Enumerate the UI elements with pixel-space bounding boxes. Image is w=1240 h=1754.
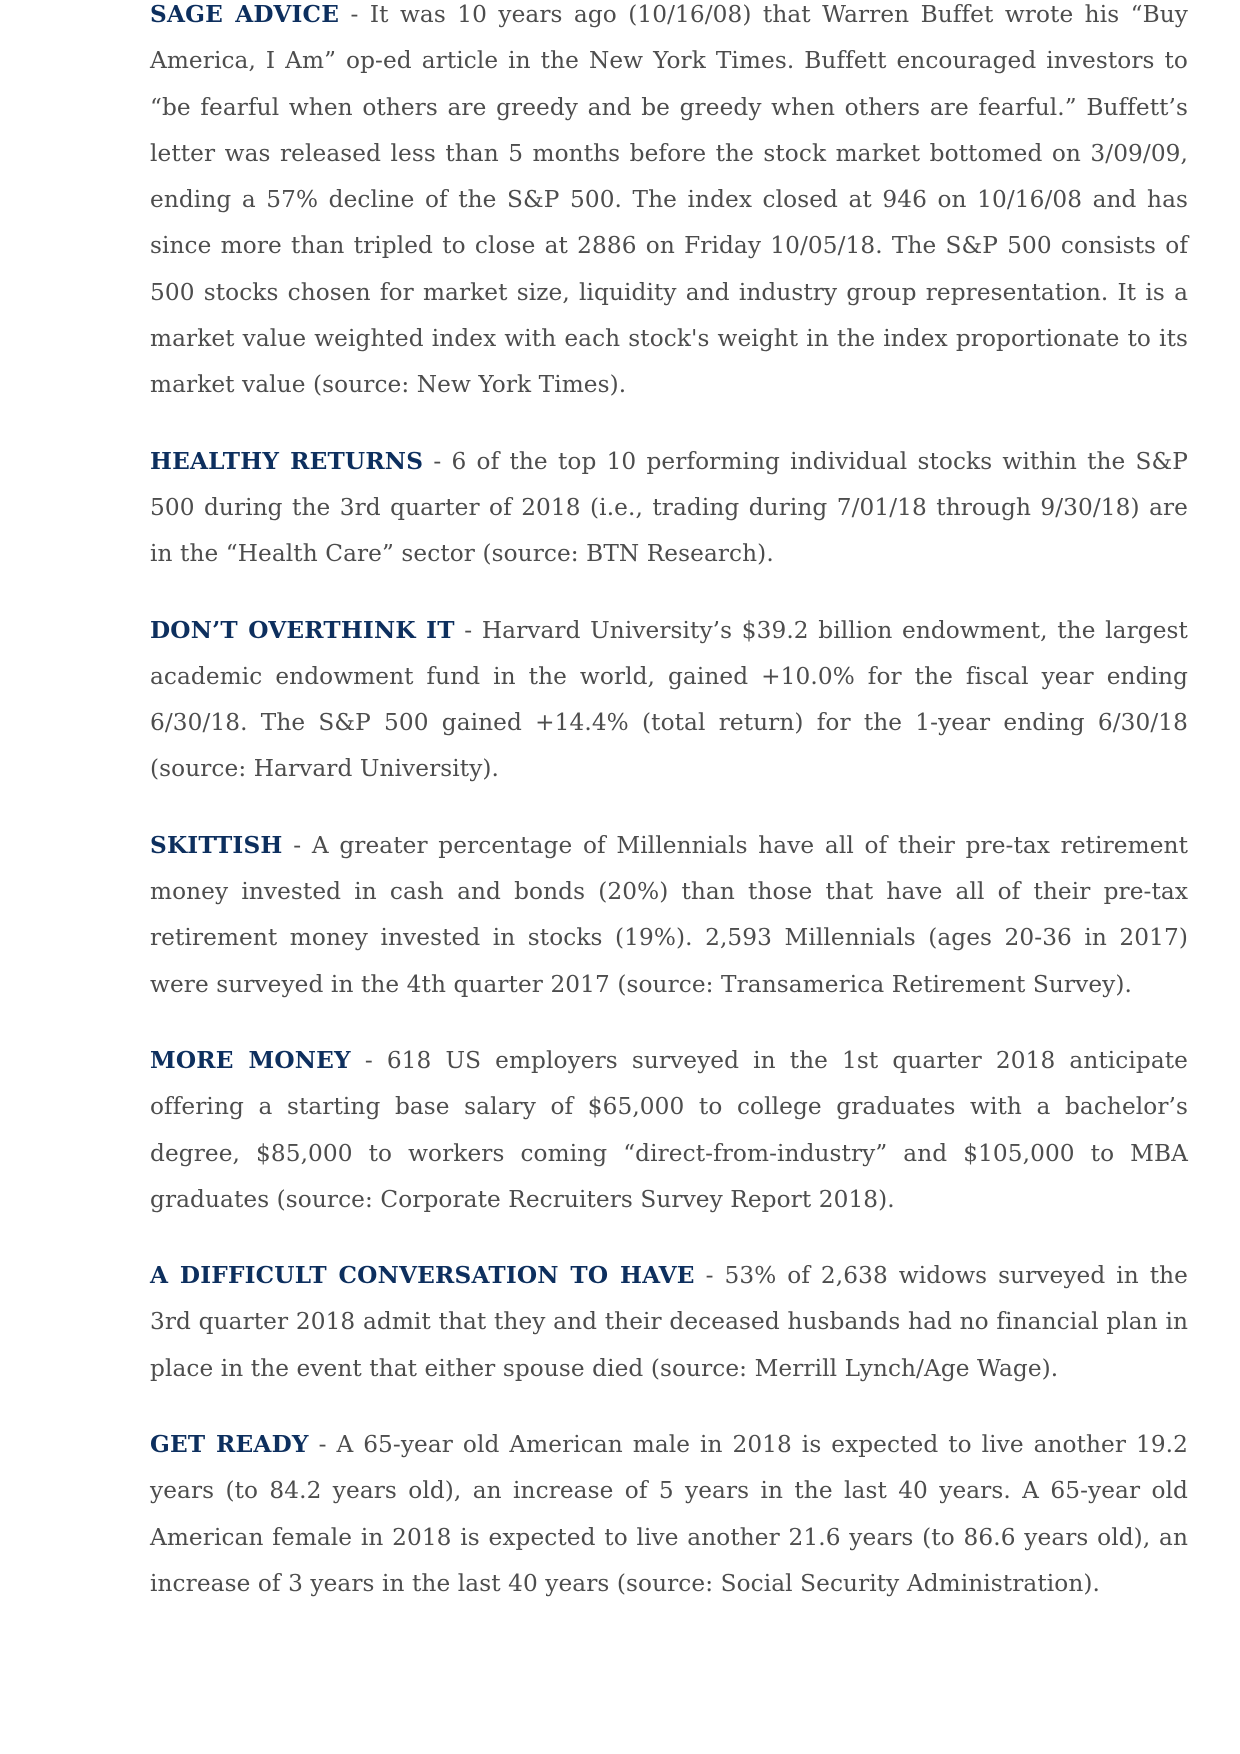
item-body: 53% of 2,638 widows surveyed in the 3rd quarter 2018 admit that they and their deceased husbands had no financial plan in place in the event that either spouse died (source: Merrill Lynch/Age Wage). <box>150 1262 1188 1382</box>
item-separator: - <box>423 447 452 475</box>
document-page <box>150 0 1188 1637</box>
item-separator: - <box>282 831 312 859</box>
item-heading: A DIFFICULT CONVERSATION TO HAVE <box>150 1262 695 1290</box>
item-body: A greater percentage of Millennials have all of their pre-tax retirement money invested in cash and bonds (20%) than those that have all of their pre-tax retirement money invested in stocks (19%). 2,593 Millennials (ages 20-36 in 2017) were surveyed in the 4th quarter 2017 (source: Transamerica Retirement Survey). <box>150 831 1188 998</box>
item-heading: DON’T OVERTHINK IT <box>150 616 455 644</box>
item-separator: - <box>454 616 482 644</box>
item-heading: MORE MONEY <box>150 1046 351 1074</box>
item-sage-advice <box>150 0 1188 409</box>
item-body: A 65-year old American male in 2018 is expected to live another 19.2 years (to 84.2 years old), an increase of 5 years in the last 40 years. A 65-year old American female in 2018 is expected to live another 21.6 years (to 86.6 years old), an increase of 3 years in the last 40 years (source: Social Security Administration). <box>150 1431 1188 1597</box>
item-heading: SKITTISH <box>150 831 283 859</box>
item-separator: - <box>694 1262 725 1290</box>
item-skittish <box>150 823 1188 1008</box>
item-difficult-conversation <box>150 1253 1188 1392</box>
item-dont-overthink-it <box>150 608 1188 793</box>
item-body: Harvard University’s $39.2 billion endowment, the largest academic endowment fund in the world, gained +10.0% for the fiscal year ending 6/30/18. The S&P 500 gained +14.4% (total return) for the 1-year ending 6/30/18 (source: Harvard University). <box>150 616 1188 783</box>
item-separator: - <box>350 1046 387 1074</box>
item-body: It was 10 years ago (10/16/08) that Warren Buffet wrote his “Buy America, I Am” op-ed article in the New York Times. Buffett encouraged investors to “be fearful when others are greedy and be greedy when others are fearful.” Buffett’s letter was released less than 5 months before the stock market bottomed on 3/09/09, ending a 57% decline of the S&P 500. The index closed at 946 on 10/16/08 and has since more than tripled to close at 2886 on Friday 10/05/18. The S&P 500 consists of 500 stocks chosen for market size, liquidity and industry group representation. It is a market value weighted index with each stock's weight in the index proportionate to its market value (source: New York Times). <box>150 1 1188 399</box>
item-get-ready <box>150 1422 1188 1607</box>
item-body: 618 US employers surveyed in the 1st quarter 2018 anticipate offering a starting base salary of $65,000 to college graduates with a bachelor’s degree, $85,000 to workers coming “direct-from-industry” and $105,000 to MBA graduates (source: Corporate Recruiters Survey Report 2018). <box>150 1046 1188 1213</box>
item-body: 6 of the top 10 performing individual stocks within the S&P 500 during the 3rd quarter of 2018 (i.e., trading during 7/01/18 through 9/30/18) are in the “Health Care” sector (source: BTN Research). <box>150 447 1188 568</box>
item-separator: - <box>308 1431 337 1459</box>
item-more-money <box>150 1038 1188 1223</box>
item-heading: SAGE ADVICE <box>150 1 340 28</box>
item-separator: - <box>339 1 370 28</box>
item-healthy-returns <box>150 439 1188 578</box>
item-heading: HEALTHY RETURNS <box>150 447 424 475</box>
item-heading: GET READY <box>150 1431 309 1459</box>
